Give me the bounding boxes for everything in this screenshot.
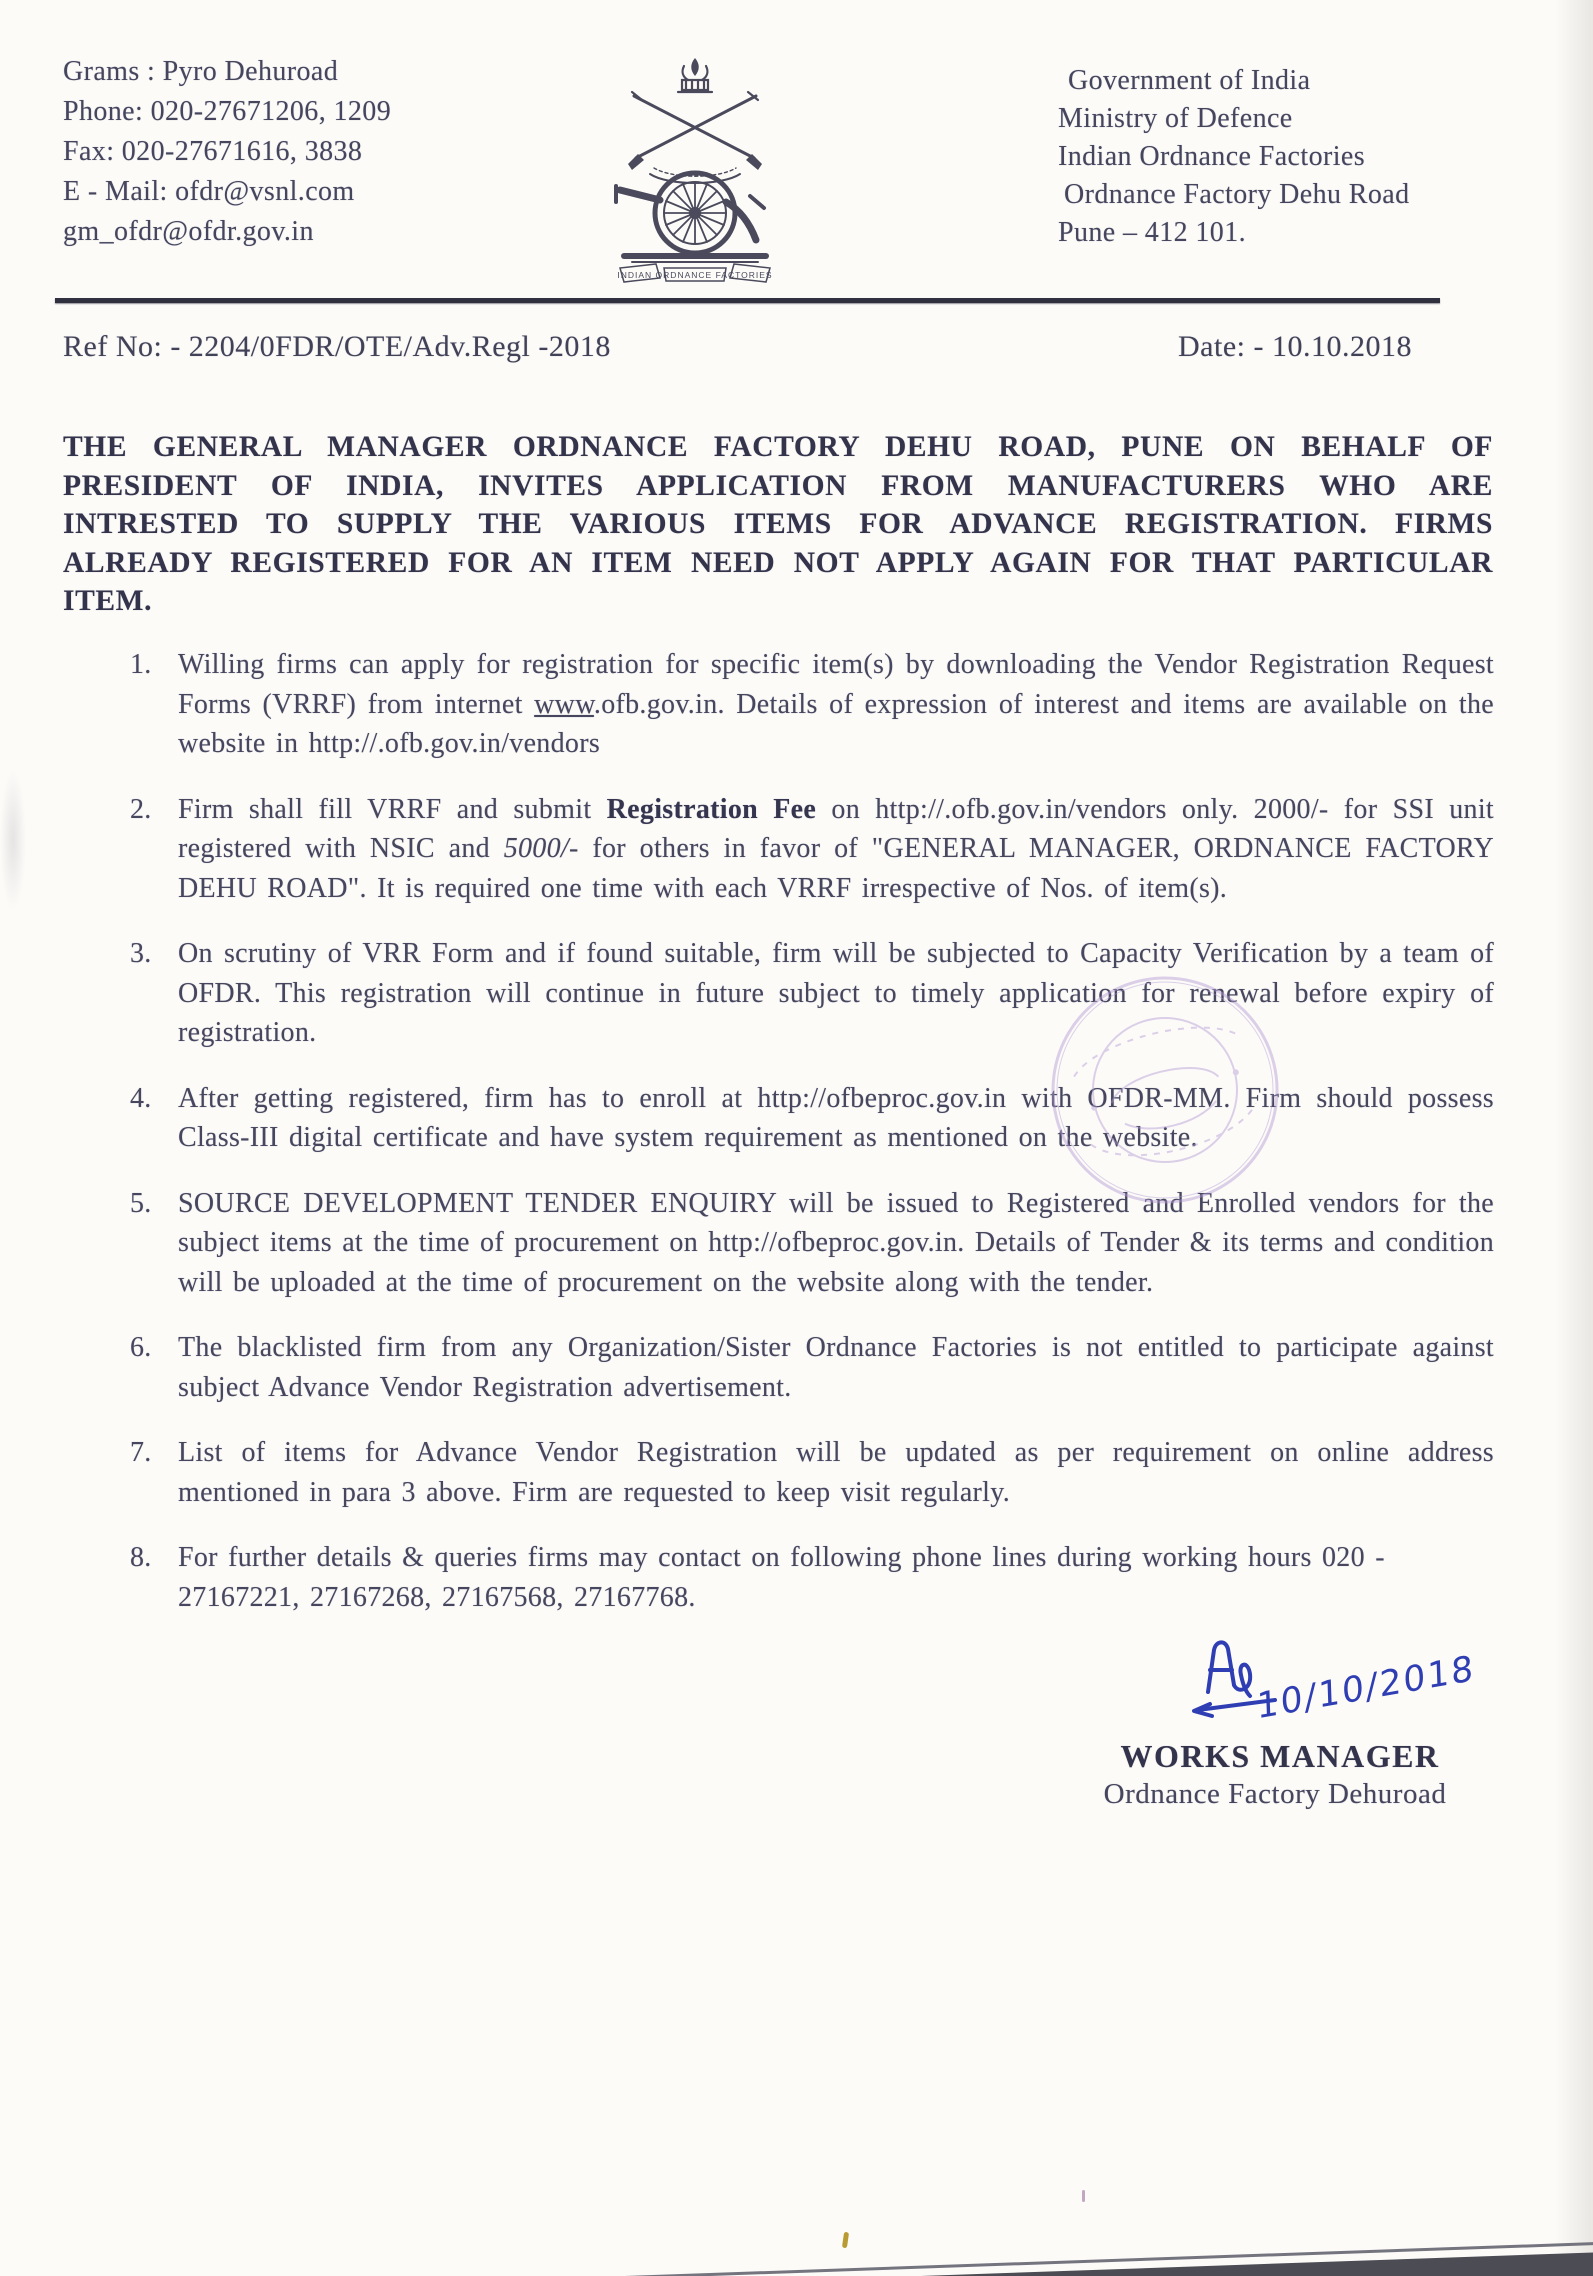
signatory-org: Ordnance Factory Dehuroad xyxy=(1103,1778,1447,1810)
org-line-iof: Indian Ordnance Factories xyxy=(1058,141,1365,172)
list-item-number: 8. xyxy=(130,1542,152,1573)
list-item-text: Willing firms can apply for registration for specific item(s) by downloading the Vendor Registration Request Forms (VRRF) from internet www.ofb.gov.in. Details of expression of interest and items are available on the website in http://.ofb.gov.in/vendors xyxy=(178,649,1494,759)
org-block xyxy=(1058,62,1528,252)
grams-line: Grams : Pyro Dehuroad xyxy=(63,56,339,87)
letter-date: Date: - 10.10.2018 xyxy=(1178,330,1412,363)
crossed-rifles xyxy=(628,92,762,170)
org-line-pune: Pune – 412 101. xyxy=(1058,217,1246,248)
list-item xyxy=(130,1184,1494,1303)
phone-line: Phone: 020-27671206, 1209 xyxy=(63,96,392,127)
signatory-title: WORKS MANAGER xyxy=(1120,1738,1440,1774)
email-line-2: gm_ofdr@ofdr.gov.in xyxy=(63,216,314,247)
list-item-number: 7. xyxy=(130,1437,152,1468)
ordnance-factories-emblem-icon xyxy=(598,50,793,285)
list-item xyxy=(130,1079,1494,1158)
terms-list xyxy=(130,645,1494,1643)
list-item xyxy=(130,934,1494,1053)
emblem-banner-text: INDIAN ORDNANCE FACTORIES xyxy=(617,270,773,280)
cannon-wheel xyxy=(655,173,735,253)
list-item-text: The blacklisted firm from any Organization/Sister Ordnance Factories is not entitled to participate against subject Advance Vendor Registration advertisement. xyxy=(178,1332,1494,1403)
list-item-text: For further details & queries firms may contact on following phone lines during working hours 020 - 27167221, 27167268, 27167568, 27167768. xyxy=(178,1542,1385,1613)
scan-speck xyxy=(1082,2190,1085,2202)
fax-line: Fax: 020-27671616, 3838 xyxy=(63,136,363,167)
header-divider xyxy=(55,298,1440,303)
scan-speck xyxy=(842,2232,849,2249)
email-line: E - Mail: ofdr@vsnl.com xyxy=(63,176,355,207)
list-item xyxy=(130,790,1494,909)
list-item-number: 5. xyxy=(130,1187,152,1219)
scan-edge-shadow xyxy=(1555,0,1593,2276)
list-item-number: 3. xyxy=(130,938,152,969)
list-item-number: 6. xyxy=(130,1332,152,1363)
org-line-government: Government of India xyxy=(1068,65,1311,96)
scan-smudge xyxy=(0,770,26,910)
list-item xyxy=(130,645,1494,764)
org-line-ministry: Ministry of Defence xyxy=(1058,103,1293,134)
ref-number: Ref No: - 2204/0FDR/OTE/Adv.Regl -2018 xyxy=(63,330,611,363)
handwritten-date: 10/10/2018 xyxy=(1255,1648,1476,1728)
list-item-text: SOURCE DEVELOPMENT TENDER ENQUIRY will be issued to Registered and Enrolled vendors for the subject items at the time of procurement on http://ofbeproc.gov.in. Details of Tender & its terms and condition will be uploaded at the time of procurement on the website along with the tender. xyxy=(178,1187,1494,1298)
list-item xyxy=(130,1328,1494,1407)
intro-paragraph: THE GENERAL MANAGER ORDNANCE FACTORY DEHU ROAD, PUNE ON BEHALF OF PRESIDENT OF INDIA, INVITES APPLICATION FROM MANUFACTURERS WHO ARE INTRESTED TO SUPPLY THE VARIOUS ITEMS FOR ADVANCE REGISTRATION. FIRMS ALREADY REGISTERED FOR AN ITEM NEED NOT APPLY AGAIN FOR THAT PARTICULAR ITEM. xyxy=(63,431,1493,617)
list-item-text: List of items for Advance Vendor Registration will be updated as per requirement on online address mentioned in para 3 above. Firm are requested to keep visit regularly. xyxy=(178,1437,1494,1508)
list-item xyxy=(130,1433,1494,1512)
contact-block xyxy=(63,52,483,252)
ashoka-capital xyxy=(678,58,712,92)
list-item-text: After getting registered, firm has to enroll at http://ofbeproc.gov.in with OFDR-MM. Firm should possess Class-III digital certificate and have system requirement as mentioned on the website. xyxy=(178,1082,1494,1153)
list-item xyxy=(130,1538,1494,1617)
list-item-number: 1. xyxy=(130,649,152,680)
list-item-number: 4. xyxy=(130,1082,152,1114)
org-line-factory: Ordnance Factory Dehu Road xyxy=(1064,179,1410,210)
list-item-text: Firm shall fill VRRF and submit Registration Fee on http://.ofb.gov.in/vendors only. 2000/- for SSI unit registered with NSIC and 5000/- for others in favor of "GENERAL MANAGER, ORDNANCE FACTORY DEHU ROAD". It is required one time with each VRRF irrespective of Nos. of item(s). xyxy=(178,793,1495,904)
list-item-text: On scrutiny of VRR Form and if found suitable, firm will be subjected to Capacity Verification by a team of OFDR. This registration will continue in future subject to timely application for renewal before expiry of registration. xyxy=(178,938,1494,1048)
list-item-number: 2. xyxy=(130,793,152,825)
